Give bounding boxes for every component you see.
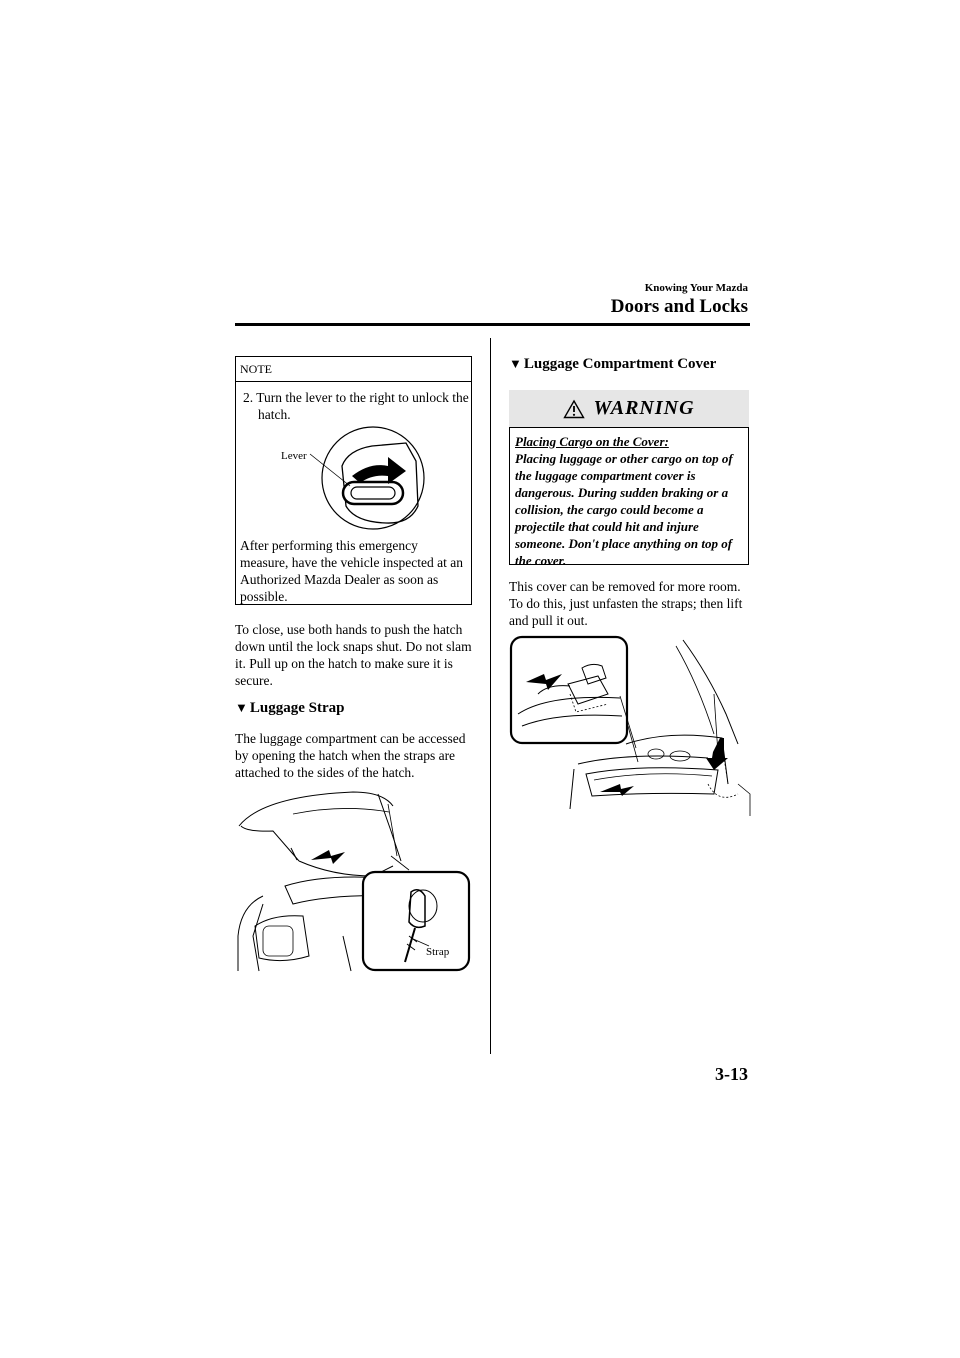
strap-label: Strap <box>426 946 450 958</box>
warning-title: WARNING <box>593 397 695 419</box>
note-step: 2. Turn the lever to the right to unlock the hatch. <box>243 390 469 422</box>
column-divider <box>490 338 491 1054</box>
cover-heading-text: Luggage Compartment Cover <box>523 356 717 372</box>
warning-text: Placing luggage or other cargo on top of the luggage compartment cover is dangerous. During sudden braking or a collision, the cargo could become a projectile that could hit and injure someone. Don't place anything on top of the cover. <box>515 451 733 568</box>
cover-illustration <box>508 634 752 816</box>
strap-heading-text: Luggage Strap <box>249 700 345 716</box>
down-triangle-icon: ▼ <box>235 700 248 715</box>
strap-description: The luggage compartment can be accessed by opening the hatch when the straps are attached to the sides of the hatch. <box>235 731 466 780</box>
lever-label: Lever <box>281 450 307 462</box>
strap-heading <box>235 700 344 717</box>
section-label: Knowing Your Mazda <box>644 282 748 294</box>
lever-illustration <box>270 426 440 532</box>
note-after-text: After performing this emergency measure, have the vehicle inspected at an Authorized Mazda Dealer as soon as possible. <box>240 538 464 604</box>
section-title: Doors and Locks <box>610 296 748 317</box>
down-triangle-icon: ▼ <box>509 356 522 371</box>
close-instructions: To close, use both hands to push the hatch down until the lock snaps shut. Do not slam it. Pull up on the hatch to make sure it is secure. <box>235 622 472 688</box>
page-number: 3-13 <box>715 1064 748 1084</box>
cover-description: This cover can be removed for more room. To do this, just unfasten the straps; then lift and pull it out. <box>509 579 743 628</box>
warning-header <box>509 390 749 428</box>
warning-subtitle: Placing Cargo on the Cover: <box>515 434 669 449</box>
warning-body <box>515 433 747 569</box>
note-separator <box>235 381 472 382</box>
cover-heading <box>509 356 716 373</box>
header-rule <box>235 323 750 326</box>
warning-triangle-icon <box>563 399 585 419</box>
note-label: NOTE <box>240 362 272 376</box>
